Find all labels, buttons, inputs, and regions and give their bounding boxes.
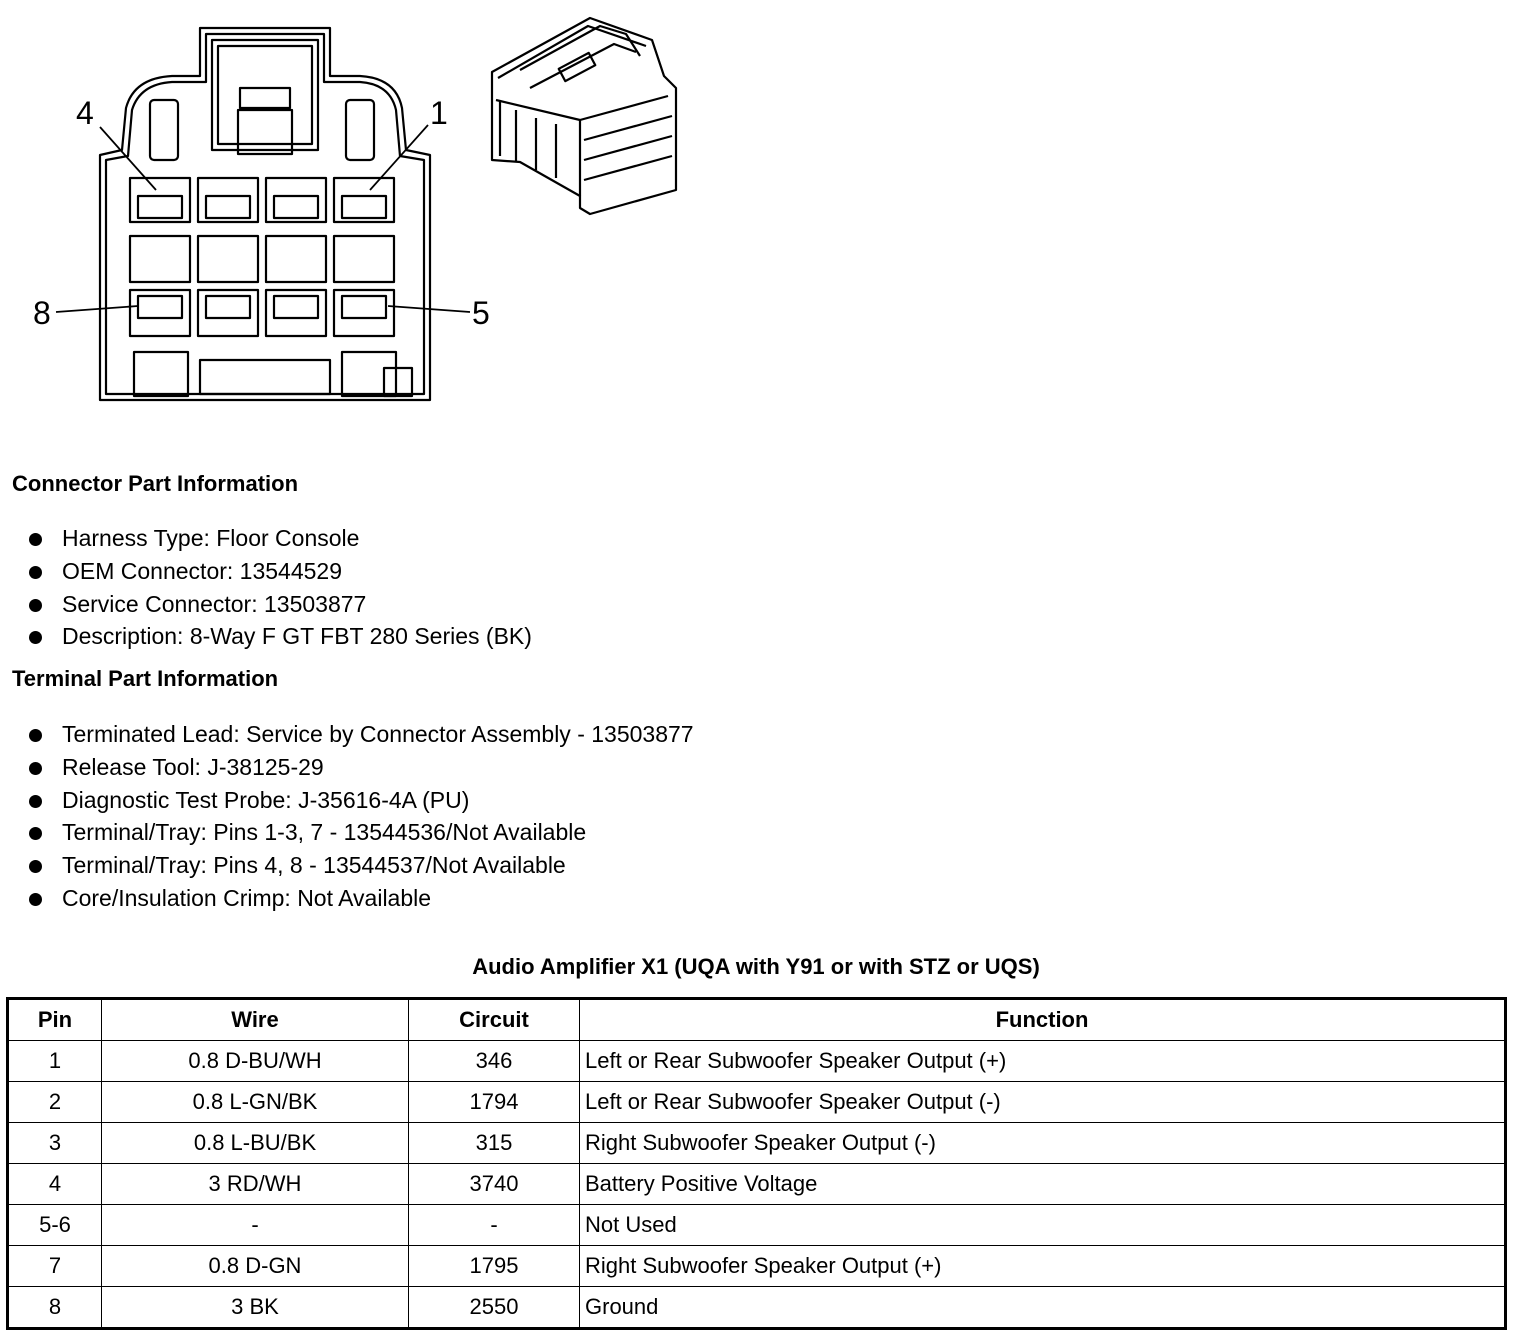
cell-circuit: 315 — [409, 1123, 580, 1164]
cell-circuit: 1794 — [409, 1082, 580, 1123]
connector-face — [100, 28, 430, 400]
header-pin: Pin — [8, 999, 102, 1041]
list-item: Terminal/Tray: Pins 4, 8 - 13544537/Not Available — [0, 849, 694, 882]
connector-3d-view — [492, 18, 676, 214]
table-title: Audio Amplifier X1 (UQA with Y91 or with STZ or UQS) — [472, 954, 1040, 979]
table-row — [8, 1123, 1506, 1164]
cell-circuit: - — [409, 1205, 580, 1246]
cell-circuit: 3740 — [409, 1164, 580, 1205]
list-item: Core/Insulation Crimp: Not Available — [0, 882, 694, 915]
cell-pin: 8 — [8, 1287, 102, 1329]
header-function: Function — [580, 999, 1506, 1041]
cell-pin: 3 — [8, 1123, 102, 1164]
cell-function: Right Subwoofer Speaker Output (+) — [580, 1246, 1506, 1287]
bullet-icon — [29, 599, 42, 612]
list-item: Harness Type: Floor Console — [0, 522, 532, 555]
table-header-row — [8, 999, 1506, 1041]
pin-label-1: 1 — [430, 95, 448, 131]
table-row — [8, 1164, 1506, 1205]
cell-function: Ground — [580, 1287, 1506, 1329]
cell-function: Left or Rear Subwoofer Speaker Output (-) — [580, 1082, 1506, 1123]
list-item: Terminal/Tray: Pins 1-3, 7 - 13544536/Not Available — [0, 816, 694, 849]
cell-wire: 0.8 L-GN/BK — [102, 1082, 409, 1123]
cell-circuit: 1795 — [409, 1246, 580, 1287]
bullet-icon — [29, 533, 42, 546]
bullet-icon — [29, 729, 42, 742]
bullet-icon — [29, 827, 42, 840]
cell-wire: 0.8 L-BU/BK — [102, 1123, 409, 1164]
bullet-icon — [29, 860, 42, 873]
cell-pin: 7 — [8, 1246, 102, 1287]
cell-wire: - — [102, 1205, 409, 1246]
connector-diagram — [0, 0, 720, 420]
pin-label-8: 8 — [33, 295, 51, 331]
list-item: Service Connector: 13503877 — [0, 588, 532, 621]
table-row — [8, 1287, 1506, 1329]
table-row — [8, 1246, 1506, 1287]
cell-circuit: 2550 — [409, 1287, 580, 1329]
terminal-part-info-heading: Terminal Part Information — [12, 666, 279, 691]
table-row — [8, 1082, 1506, 1123]
header-circuit: Circuit — [409, 999, 580, 1041]
bullet-icon — [29, 762, 42, 775]
pin-label-5: 5 — [472, 295, 490, 331]
bullet-icon — [29, 566, 42, 579]
list-item: Description: 8-Way F GT FBT 280 Series (BK) — [0, 620, 532, 653]
cell-wire: 3 RD/WH — [102, 1164, 409, 1205]
cell-wire: 0.8 D-BU/WH — [102, 1041, 409, 1082]
cell-wire: 0.8 D-GN — [102, 1246, 409, 1287]
pinout-table — [6, 997, 1507, 1330]
bullet-icon — [29, 795, 42, 808]
cell-function: Right Subwoofer Speaker Output (-) — [580, 1123, 1506, 1164]
cell-function: Left or Rear Subwoofer Speaker Output (+) — [580, 1041, 1506, 1082]
list-item: Terminated Lead: Service by Connector Assembly - 13503877 — [0, 718, 694, 751]
list-item: Diagnostic Test Probe: J-35616-4A (PU) — [0, 784, 694, 817]
table-row — [8, 1205, 1506, 1246]
connector-part-info-heading: Connector Part Information — [12, 471, 299, 496]
bullet-icon — [29, 893, 42, 906]
cell-pin: 2 — [8, 1082, 102, 1123]
cell-circuit: 346 — [409, 1041, 580, 1082]
table-row — [8, 1041, 1506, 1082]
cell-function: Not Used — [580, 1205, 1506, 1246]
cell-function: Battery Positive Voltage — [580, 1164, 1506, 1205]
connector-part-info-list — [0, 522, 532, 653]
list-item: Release Tool: J-38125-29 — [0, 751, 694, 784]
list-item: OEM Connector: 13544529 — [0, 555, 532, 588]
header-wire: Wire — [102, 999, 409, 1041]
pin-label-4: 4 — [76, 95, 94, 131]
bullet-icon — [29, 631, 42, 644]
cell-pin: 4 — [8, 1164, 102, 1205]
cell-pin: 1 — [8, 1041, 102, 1082]
cell-wire: 3 BK — [102, 1287, 409, 1329]
cell-pin: 5-6 — [8, 1205, 102, 1246]
terminal-part-info-list — [0, 718, 694, 915]
